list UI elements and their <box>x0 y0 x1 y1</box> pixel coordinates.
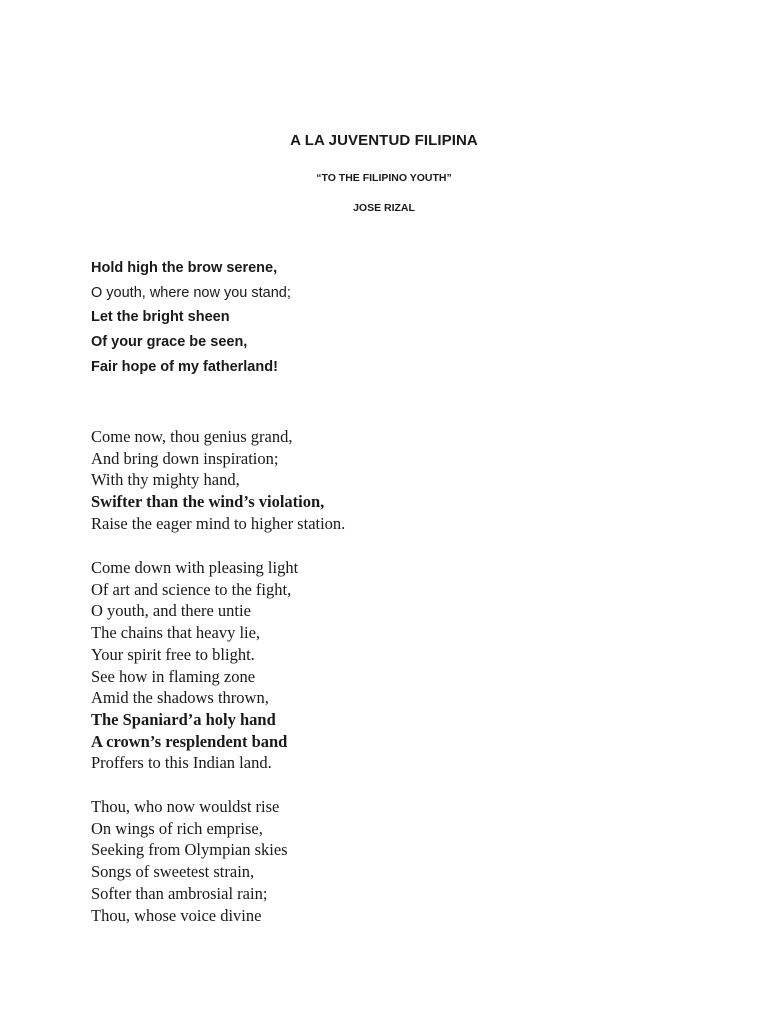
poem-line: Swifter than the wind’s violation, <box>91 492 325 512</box>
poem-line: Of art and science to the fight, <box>91 579 292 599</box>
poem-subtitle: “TO THE FILIPINO YOUTH” <box>316 172 452 184</box>
poem-line: O youth, where now you stand; <box>91 284 291 301</box>
stanza-4 <box>91 796 288 926</box>
poem-line: Thou, who now wouldst rise <box>91 797 280 816</box>
poem-line: And bring down inspiration; <box>91 448 279 468</box>
poem-line: Proffers to this Indian land. <box>91 753 272 773</box>
poem-line: Amid the shadows thrown, <box>91 688 269 708</box>
poem-line: Hold high the brow serene, <box>91 260 278 276</box>
stanza-1 <box>91 256 291 380</box>
poem-line: Your spirit free to blight. <box>91 644 255 664</box>
poem-line: Come now, thou genius grand, <box>91 427 293 446</box>
stanza-3 <box>91 557 298 774</box>
poem-line: Songs of sweetest strain, <box>91 862 255 882</box>
poem-line: Seeking from Olympian skies <box>91 840 288 860</box>
poem-line: Raise the eager mind to higher station. <box>91 513 346 533</box>
poem-line: On wings of rich emprise, <box>91 818 263 838</box>
poem-line: With thy mighty hand, <box>91 470 240 490</box>
poem-line: Fair hope of my fatherland! <box>91 358 278 375</box>
poem-author: JOSE RIZAL <box>353 202 415 214</box>
poem-line: The Spaniard’a holy hand <box>91 709 276 729</box>
poem-line: Softer than ambrosial rain; <box>91 883 268 903</box>
poem-line: Of your grace be seen, <box>91 334 248 351</box>
stanza-2 <box>91 426 345 535</box>
poem-line: Come down with pleasing light <box>91 558 299 577</box>
poem-line: Let the bright sheen <box>91 309 230 326</box>
poem-line: A crown’s resplendent band <box>91 731 288 751</box>
poem-title: A LA JUVENTUD FILIPINA <box>290 132 478 149</box>
poem-line: O youth, and there untie <box>91 601 251 621</box>
poem-line: Thou, whose voice divine <box>91 905 262 925</box>
poem-line: The chains that heavy lie, <box>91 623 261 643</box>
poem-line: See how in flaming zone <box>91 666 256 686</box>
